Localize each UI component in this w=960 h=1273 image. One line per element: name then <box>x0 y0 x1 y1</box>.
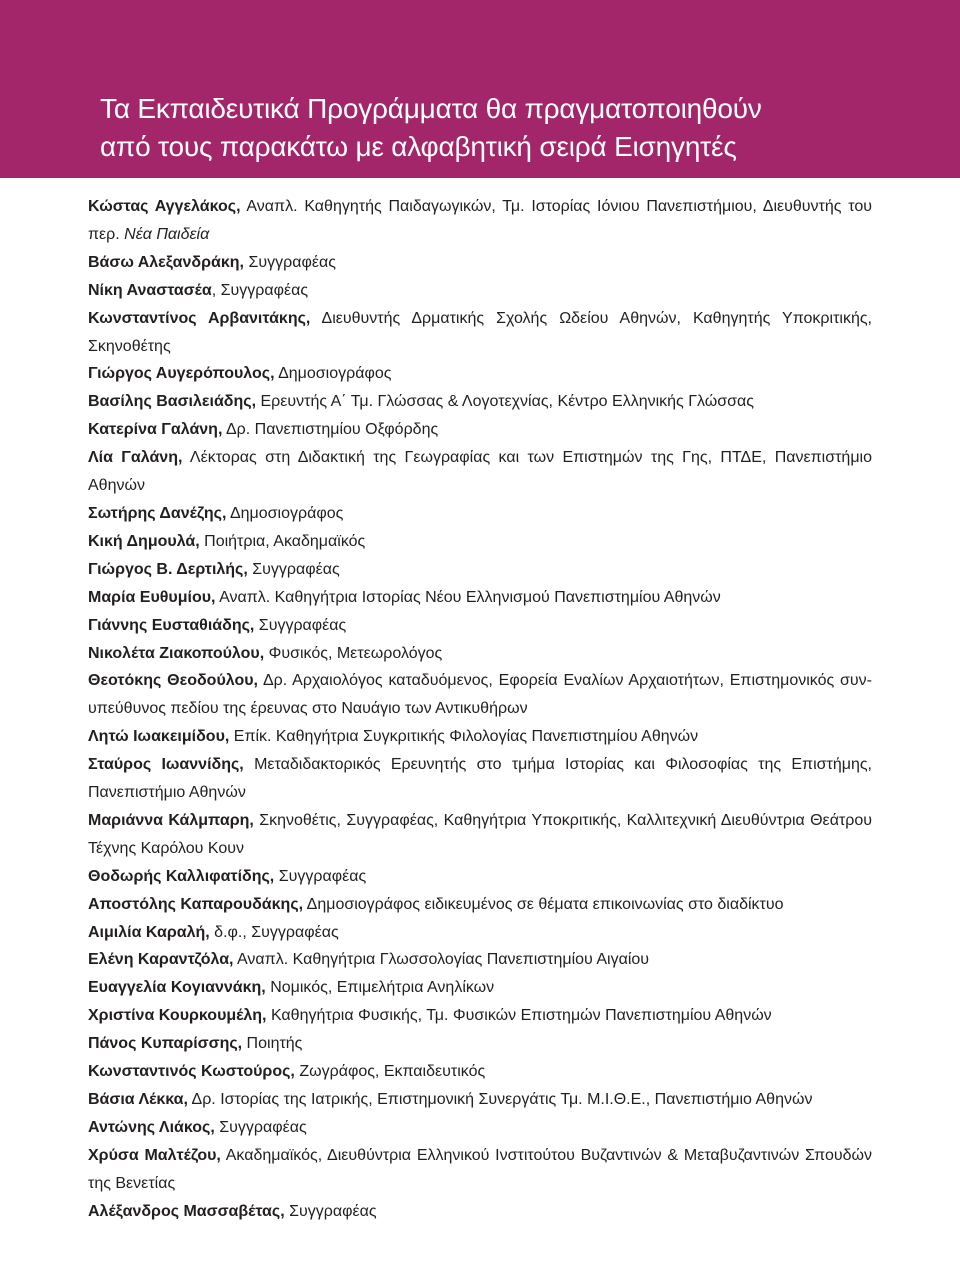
speaker-entry <box>88 974 872 1002</box>
speaker-name: Σταύρος Ιωαννίδης, <box>88 756 244 774</box>
speaker-entry <box>88 891 872 919</box>
speaker-entry <box>88 584 872 612</box>
speaker-description: Συγγραφέας <box>244 253 336 271</box>
speaker-list <box>88 193 872 1226</box>
speaker-name: Ευαγγελία Κογιαννάκη, <box>88 979 266 997</box>
speaker-name: Σωτήρης Δανέζης, <box>88 504 227 522</box>
speaker-entry <box>88 667 872 723</box>
speaker-description: Αναπλ. Καθηγήτρια Γλωσσολογίας Πανεπιστημίου Αιγαίου <box>233 951 650 969</box>
speaker-name: Αιμιλία Καραλή, <box>88 923 210 941</box>
speaker-name: Κική Δημουλά, <box>88 532 200 550</box>
speaker-name: Θεοτόκης Θεοδούλου, <box>88 672 258 690</box>
speaker-description: δ.φ., Συγγραφέας <box>209 923 339 941</box>
speaker-description: Δημοσιογράφος ειδικευμένος σε θέματα επικοινωνίας στο διαδίκτυο <box>303 895 784 913</box>
speaker-entry <box>88 1198 872 1226</box>
speaker-entry <box>88 556 872 584</box>
speaker-name: Λητώ Ιωακειμίδου, <box>88 728 230 746</box>
speaker-description-italic: Νέα Παιδεία <box>124 225 210 243</box>
speaker-entry <box>88 723 872 751</box>
speaker-description: Ποιητής <box>242 1035 303 1053</box>
speaker-entry <box>88 1002 872 1030</box>
speaker-name: Θοδωρής Καλλιφατίδης, <box>88 867 275 885</box>
speaker-name: Κατερίνα Γαλάνη, <box>88 421 223 439</box>
speaker-entry <box>88 249 872 277</box>
speaker-name: Γιώργος Αυγερόπουλος, <box>88 365 275 383</box>
speaker-description: Διευθυντής Δρματικής Σχολής Ωδείου Αθηνών, Καθηγητής Υποκριτικής, Σκηνοθέτης <box>88 309 872 355</box>
speaker-description: Σκηνοθέτις, Συγγραφέας, Καθηγήτρια Υποκριτικής, Καλλιτεχνική Διευθύντρια Θεάτρου Τέχνης Καρόλου Κουν <box>88 811 873 857</box>
speaker-entry <box>88 388 872 416</box>
speaker-entry <box>88 500 872 528</box>
speaker-entry <box>88 946 872 974</box>
speaker-description: Ερευντής Α΄ Τμ. Γλώσσας & Λογοτεχνίας, Κέντρο Ελληνικής Γλώσσας <box>256 393 754 411</box>
speaker-description: , Συγγραφέας <box>211 281 309 299</box>
speaker-name: Γιώργος Β. Δερτιλής, <box>88 560 248 578</box>
speaker-entry <box>88 919 872 947</box>
speaker-description: Καθηγήτρια Φυσικής, Τμ. Φυσικών Επιστημών Πανεπιστημίου Αθηνών <box>266 1007 772 1025</box>
speaker-name: Πάνος Κυπαρίσσης, <box>88 1035 243 1053</box>
speaker-description: Συγγραφέας <box>284 1202 377 1220</box>
speaker-description: Αναπλ. Καθηγητής Παιδαγωγικών, Τμ. Ιστορίας Ιόνιου Πανεπιστήμιου, Διευθυντής του περ. <box>88 198 873 243</box>
speaker-description: Συγγραφέας <box>214 1118 307 1136</box>
speaker-name: Κώστας Αγγελάκος, <box>88 198 241 215</box>
speaker-name: Χρύσα Μαλτέζου, <box>88 1146 221 1164</box>
speaker-description: Δρ. Ιστορίας της Ιατρικής, Επιστημονική Συνεργάτις Τμ. Μ.Ι.Θ.Ε., Πανεπιστήμιο Αθηνών <box>187 1091 813 1108</box>
speaker-description: Φυσικός, Μετεωρολόγος <box>264 644 443 662</box>
speaker-entry <box>88 863 872 891</box>
speaker-name: Μαριάννα Κάλμπαρη, <box>88 811 254 829</box>
speaker-description: Συγγραφέας <box>274 867 367 885</box>
speaker-description: Ποιήτρια, Ακαδημαϊκός <box>199 532 366 550</box>
speaker-entry <box>88 528 872 556</box>
speaker-name: Νίκη Αναστασέα <box>88 281 212 299</box>
speaker-description: Λέκτορας στη Διδακτική της Γεωγραφίας και των Επιστημών της Γης, ΠΤΔΕ, Πανεπιστήμιο Αθηνών <box>88 449 872 495</box>
speaker-description: Νομικός, Επιμελήτρια Ανηλίκων <box>265 979 495 997</box>
speaker-name: Αντώνης Λιάκος, <box>88 1118 215 1136</box>
speaker-description: Επίκ. Καθηγήτρια Συγκριτικής Φιλολογίας Πανεπιστημίου Αθηνών <box>229 728 699 746</box>
speaker-description: Συγγραφέας <box>254 616 347 634</box>
speaker-entry <box>88 1086 872 1114</box>
page-title-line-1: Τα Εκπαιδευτικά Προγράμματα θα πραγματοποιηθούν <box>100 93 762 124</box>
speaker-entry <box>88 640 872 668</box>
speaker-entry <box>88 444 872 500</box>
speaker-name: Λία Γαλάνη, <box>88 449 183 467</box>
speaker-name: Αλέξανδρος Μασσαβέτας, <box>88 1202 285 1220</box>
speaker-name: Νικολέτα Ζιακοπούλου, <box>88 644 265 662</box>
speaker-name: Αποστόλης Καπαρουδάκης, <box>88 895 304 913</box>
speaker-entry <box>88 1030 872 1058</box>
speaker-description: Συγγραφέας <box>247 560 340 578</box>
speaker-entry <box>88 751 872 807</box>
speaker-description: Μεταδιδακτορικός Ερευνητής στο τμήμα Ιστορίας και Φιλοσοφίας της Επιστήμης, Πανεπιστήμιο Αθηνών <box>88 756 873 802</box>
speaker-entry <box>88 277 872 305</box>
speaker-name: Κωνσταντινός Κωστούρος, <box>88 1063 295 1081</box>
speaker-description: Δημοσιογράφος <box>274 365 392 383</box>
speaker-entry <box>88 416 872 444</box>
speaker-entry <box>88 193 872 249</box>
speaker-name: Βασίλης Βασιλειάδης, <box>88 393 257 411</box>
header-banner <box>0 0 960 178</box>
speaker-description: Δρ. Αρχαιολόγος καταδυόμενος, Εφορεία Εναλίων Αρχαιοτήτων, Επιστημονικός συν-υπεύθυνος πεδίου της έρευνας στο Ναυάγιο των Αντικυθήρων <box>88 672 873 718</box>
page-title <box>100 90 920 166</box>
speaker-name: Βάσω Αλεξανδράκη, <box>88 253 244 271</box>
speaker-description: Δρ. Πανεπιστημίου Οξφόρδης <box>222 421 439 439</box>
speaker-description: Ακαδημαϊκός, Διευθύντρια Ελληνικού Ινστιτούτου Βυζαντινών & Μεταβυζαντινών Σπουδών της Βενετίας <box>88 1146 872 1192</box>
speaker-entry <box>88 360 872 388</box>
page-title-line-2: από τους παρακάτω με αλφαβητική σειρά Εισηγητές <box>100 131 737 162</box>
speaker-entry <box>88 807 872 863</box>
speaker-name: Κωνσταντίνος Αρβανιτάκης, <box>88 309 311 327</box>
speaker-description: Ζωγράφος, Εκπαιδευτικός <box>294 1063 486 1081</box>
speaker-entry <box>88 305 872 361</box>
speaker-name: Ελένη Καραντζόλα, <box>88 951 234 969</box>
speaker-name: Χριστίνα Κουρκουμέλη, <box>88 1007 267 1025</box>
speaker-entry <box>88 612 872 640</box>
speaker-name: Βάσια Λέκκα, <box>88 1091 188 1108</box>
speaker-entry <box>88 1058 872 1086</box>
speaker-entry <box>88 1114 872 1142</box>
speaker-name: Γιάννης Ευσταθιάδης, <box>88 616 255 634</box>
speaker-description: Αναπλ. Καθηγήτρια Ιστορίας Νέου Ελληνισμού Πανεπιστημίου Αθηνών <box>215 588 721 606</box>
speaker-description: Δημοσιογράφος <box>226 504 344 522</box>
speaker-name: Μαρία Ευθυμίου, <box>88 588 216 606</box>
speaker-entry <box>88 1142 872 1198</box>
